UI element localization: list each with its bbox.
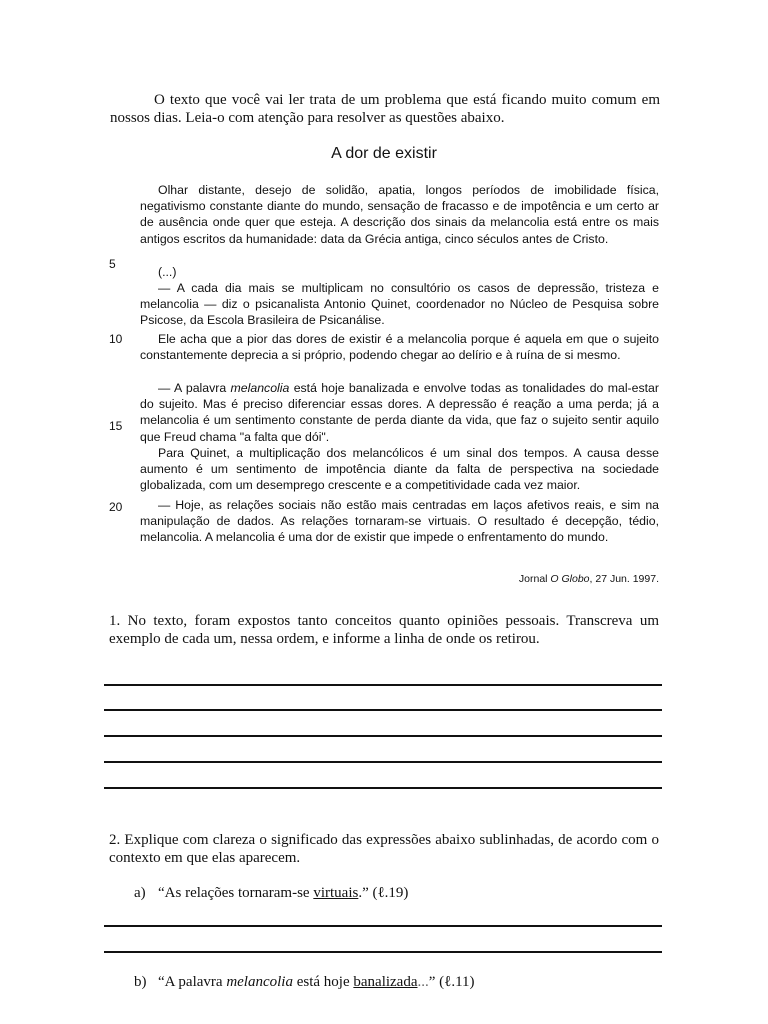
item-b-quote-start: “A palavra bbox=[158, 974, 227, 990]
intro-text: O texto que você vai ler trata de um problema que está ficando muito comum em nossos dias. Leia-o com atenção para resolver as questões abaixo. bbox=[110, 92, 660, 126]
paragraph-ellipsis: (...) bbox=[158, 265, 177, 279]
item-b-marker: b) bbox=[134, 974, 147, 990]
paragraph-6: Para Quinet, a multiplicação dos melancólicos é um sinal dos tempos. A causa desse aumento é um sentimento de impotência diante da falta de perspectiva na sociedade globalizada, com um desemprego crescente e a competitividade cada vez maior. bbox=[140, 446, 659, 493]
article-title: A dor de existir bbox=[331, 145, 437, 162]
item-a-quote-end: .” (ℓ.19) bbox=[358, 885, 409, 901]
paragraph-1: Olhar distante, desejo de solidão, apatia, longos períodos de imobilidade física, negativismo constante diante do mundo, sensação de fracasso e de impotência e um certo ar de ausência onde quer que esteja. A descrição dos sinais da melancolia está entre os mais antigos escritos da humanidade: data da Grécia antiga, cinco séculos antes de Cristo. bbox=[140, 183, 659, 246]
paragraph-3: — A cada dia mais se multiplicam no consultório os casos de depressão, tristeza e melancolia — diz o psicanalista Antonio Quinet, coordenador no Núcleo de Pesquisa sobre Psicose, da Escola Brasileira de Psicanálise. bbox=[140, 281, 659, 328]
item-a-quote-start: “As relações tornaram-se bbox=[158, 885, 314, 901]
line-number-15: 15 bbox=[109, 419, 123, 433]
paragraph-7: — Hoje, as relações sociais não estão mais centradas em laços afetivos reais, e sim na manipulação de dados. As relações tornaram-se virtuais. O resultado é decepção, tédio, melancolia. A melancolia é uma dor de existir que impede o enfrentamento do mundo. bbox=[140, 498, 659, 545]
answer-line[interactable] bbox=[104, 684, 662, 686]
source-prefix: Jornal bbox=[518, 573, 551, 585]
answer-line[interactable] bbox=[104, 925, 662, 927]
answer-line[interactable] bbox=[104, 709, 662, 711]
item-b-quote-middle: está hoje bbox=[292, 974, 354, 990]
source-newspaper: O Globo bbox=[550, 573, 590, 585]
source-citation bbox=[519, 573, 659, 585]
question-2-item-a bbox=[134, 884, 408, 902]
answer-line[interactable] bbox=[104, 761, 662, 763]
item-a-underlined-term: virtuais bbox=[313, 885, 359, 901]
line-number-10: 10 bbox=[109, 332, 123, 346]
item-b-emphasis: melancolia bbox=[226, 974, 293, 990]
item-a-marker: a) bbox=[134, 885, 146, 901]
paragraph-5 bbox=[140, 380, 659, 445]
item-b-underlined-term: banalizada bbox=[353, 974, 418, 990]
answer-line[interactable] bbox=[104, 951, 662, 953]
line-number-5: 5 bbox=[109, 257, 116, 271]
question-1: 1. No texto, foram expostos tanto conceitos quanto opiniões pessoais. Transcreva um exemplo de cada um, nessa ordem, e informe a linha de onde os retirou. bbox=[109, 613, 659, 647]
paragraph-4: Ele acha que a pior das dores de existir é a melancolia porque é aquela em que o sujeito constantemente deprecia a si próprio, podendo chegar ao delírio e à ruína de si mesmo. bbox=[140, 332, 659, 363]
paragraph-5-start: — A palavra bbox=[158, 381, 231, 395]
line-number-20: 20 bbox=[109, 500, 123, 514]
answer-line[interactable] bbox=[104, 787, 662, 789]
answer-line[interactable] bbox=[104, 735, 662, 737]
item-b-ellipsis: ... bbox=[417, 974, 429, 990]
question-2: 2. Explique com clareza o significado das expressões abaixo sublinhadas, de acordo com o contexto em que elas aparecem. bbox=[109, 832, 659, 866]
item-b-quote-end: ” (ℓ.11) bbox=[428, 974, 475, 990]
source-date: , 27 Jun. 1997. bbox=[589, 573, 659, 585]
question-2-item-b bbox=[134, 973, 475, 991]
paragraph-5-rest: está hoje banalizada e envolve todas as tonalidades do mal-estar do sujeito. Mas é preciso diferenciar essas dores. A depressão é reação a uma perda; já a melancolia é um sentimento constante de perda diante da vida, que faz o sujeito sentir aquilo que Freud chama "a falta que dói". bbox=[140, 381, 659, 444]
paragraph-5-emphasis: melancolia bbox=[230, 381, 290, 395]
